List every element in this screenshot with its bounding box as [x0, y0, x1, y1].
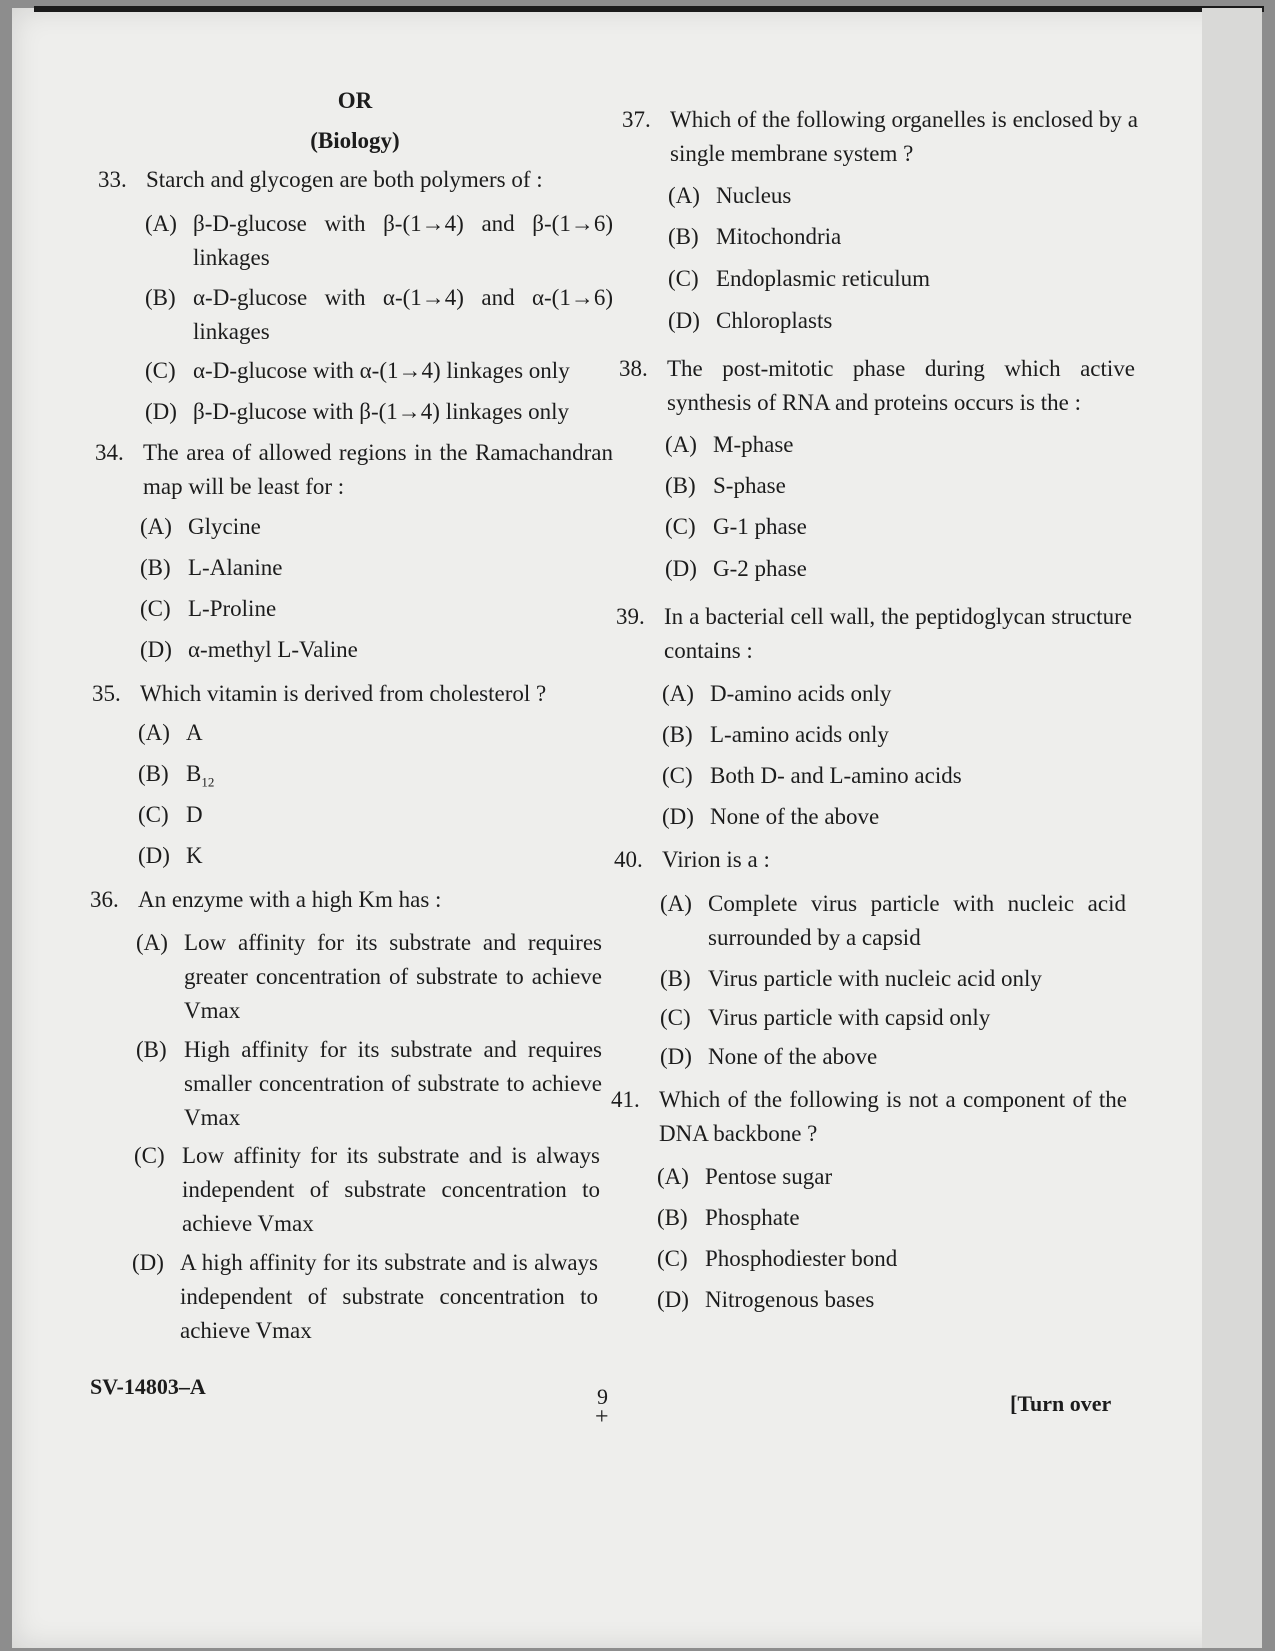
question-number: 34.	[95, 440, 124, 465]
option-label: (C)	[138, 802, 169, 827]
question-text: Which vitamin is derived from cholesterol ?	[140, 681, 547, 706]
option-text: Mitochondria	[716, 224, 842, 249]
option-text: Virus particle with nucleic acid only	[708, 966, 1042, 991]
option-label: (D)	[662, 804, 694, 829]
question-number: 37.	[622, 107, 651, 132]
option-text: A	[186, 720, 203, 745]
page-plus-mark: +	[595, 1404, 609, 1430]
option-label: (A)	[668, 183, 700, 208]
option-label: (C)	[662, 763, 693, 788]
option-label: (A)	[662, 681, 694, 706]
option-label: (A)	[138, 720, 170, 745]
option-label: (B)	[140, 555, 171, 580]
option-label: (B)	[662, 722, 693, 747]
paper-code: SV-14803–A	[90, 1374, 206, 1399]
option-text: G-2 phase	[713, 556, 807, 581]
question-text: The area of allowed regions in the Ramachandran map will be least for :	[143, 440, 613, 499]
option-label: (D)	[140, 637, 172, 662]
option-text: L-Proline	[188, 596, 277, 621]
option-text: A high affinity for its substrate and is always independent of substrate concentration to achieve Vmax	[180, 1250, 598, 1343]
option-label: (C)	[134, 1143, 165, 1168]
option-text: K	[186, 843, 203, 868]
option-text: β-D-glucose with β-(1→4) linkages only	[193, 399, 569, 424]
option-label: (B)	[138, 761, 169, 786]
option-text: α-methyl L-Valine	[188, 637, 358, 662]
option-text	[186, 757, 616, 800]
question-number: 40.	[614, 847, 643, 872]
option-label: (B)	[668, 224, 699, 249]
option-text: Virus particle with capsid only	[708, 1005, 991, 1030]
question-number: 33.	[98, 167, 127, 192]
option-text: None of the above	[708, 1044, 878, 1069]
option-text: β-D-glucose with β-(1→4) and β-(1→6) linkages	[193, 211, 613, 270]
option-text: Nitrogenous bases	[705, 1287, 875, 1312]
option-label: (D)	[657, 1287, 689, 1312]
option-label: (B)	[145, 285, 176, 310]
option-text: α-D-glucose with α-(1→4) linkages only	[193, 358, 570, 383]
option-text: D-amino acids only	[710, 681, 892, 706]
option-text: G-1 phase	[713, 514, 807, 539]
option-text: Phosphate	[705, 1205, 800, 1230]
option-text: Complete virus particle with nucleic acid surrounded by a capsid	[708, 891, 1126, 950]
top-edge-line	[34, 6, 1264, 12]
option-text: Pentose sugar	[705, 1164, 833, 1189]
option-label: (D)	[660, 1044, 692, 1069]
option-text: α-D-glucose with α-(1→4) and α-(1→6) linkages	[193, 285, 613, 344]
question-text: An enzyme with a high Km has :	[138, 887, 442, 912]
option-text: L-Alanine	[188, 555, 283, 580]
question-text: Which of the following is not a component of the DNA backbone ?	[659, 1087, 1127, 1146]
option-label: (C)	[668, 266, 699, 291]
question-number: 35.	[92, 681, 121, 706]
option-text: Phosphodiester bond	[705, 1246, 898, 1271]
option-text: L-amino acids only	[710, 722, 889, 747]
option-text: Nucleus	[716, 183, 792, 208]
option-text: D	[186, 802, 203, 827]
option-text: Both D- and L-amino acids	[710, 763, 962, 788]
option-label: (B)	[657, 1205, 688, 1230]
option-text: M-phase	[713, 432, 794, 457]
option-label: (D)	[665, 556, 697, 581]
option-label: (A)	[665, 432, 697, 457]
option-text: None of the above	[710, 804, 880, 829]
question-text: Which of the following organelles is enclosed by a single membrane system ?	[670, 107, 1138, 166]
option-label: (C)	[665, 514, 696, 539]
option-label: (B)	[660, 966, 691, 991]
paper-fold-shadow	[1202, 8, 1262, 1648]
page-number: 9	[597, 1384, 608, 1409]
question-text: Starch and glycogen are both polymers of :	[146, 167, 543, 192]
option-label: (D)	[668, 308, 700, 333]
vitamin-b-subscript: 12	[201, 774, 215, 790]
option-text: Chloroplasts	[716, 308, 833, 333]
option-label: (C)	[660, 1005, 691, 1030]
or-heading: OR	[337, 88, 373, 113]
option-text: Glycine	[188, 514, 261, 539]
question-number: 41.	[611, 1087, 640, 1112]
option-text: S-phase	[713, 473, 786, 498]
option-label: (A)	[136, 930, 168, 955]
option-label: (D)	[138, 843, 170, 868]
subject-heading: (Biology)	[310, 128, 400, 153]
option-label: (B)	[665, 473, 696, 498]
option-label: (C)	[145, 358, 176, 383]
option-label: (A)	[657, 1164, 689, 1189]
question-text: Virion is a :	[662, 847, 770, 872]
question-text: The post-mitotic phase during which active synthesis of RNA and proteins occurs is the :	[667, 356, 1135, 415]
option-label: (C)	[140, 596, 171, 621]
option-label: (B)	[136, 1037, 167, 1062]
option-label: (D)	[132, 1250, 164, 1275]
option-label: (A)	[660, 891, 692, 916]
option-text: Endoplasmic reticulum	[716, 266, 930, 291]
question-number: 36.	[90, 887, 119, 912]
option-text: Low affinity for its substrate and is always independent of substrate concentration to achieve Vmax	[182, 1143, 600, 1236]
option-label: (D)	[145, 399, 177, 424]
turn-over-note: [Turn over	[1010, 1391, 1112, 1416]
option-text: High affinity for its substrate and requires smaller concentration of substrate to achieve Vmax	[184, 1037, 602, 1130]
option-label: (A)	[140, 514, 172, 539]
vitamin-b-letter: B	[186, 761, 202, 786]
option-label: (C)	[657, 1246, 688, 1271]
option-label: (A)	[145, 211, 177, 236]
option-text: Low affinity for its substrate and requires greater concentration of substrate to achieve Vmax	[184, 930, 602, 1023]
question-number: 39.	[616, 604, 645, 629]
question-number: 38.	[619, 356, 648, 381]
question-text: In a bacterial cell wall, the peptidoglycan structure contains :	[664, 604, 1132, 663]
